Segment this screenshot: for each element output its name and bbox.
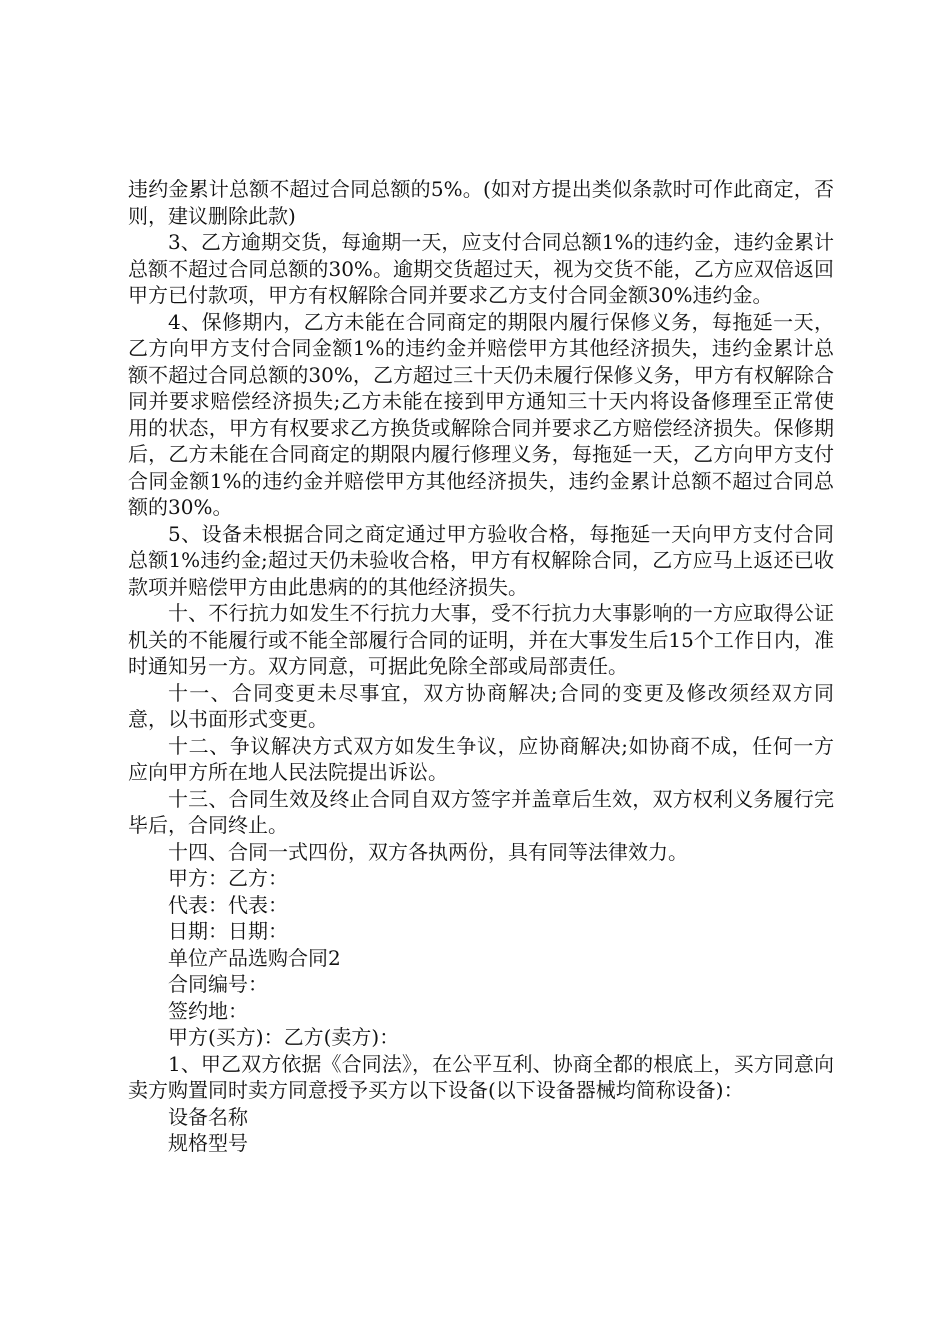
- paragraph-penalty-cap: 违约金累计总额不超过合同总额的5%。(如对方提出类似条款时可作此商定，否则，建议删除此款): [128, 177, 834, 228]
- signature-representatives: 代表：代表：: [168, 892, 288, 917]
- paragraph-force-majeure: 十、不行抗力如发生不行抗力大事，受不行抗力大事影响的一方应取得公证机关的不能履行或不能全部履行合同的证明，并在大事发生后15个工作日内，准时通知另一方。双方同意，可据此免除全部或局部责任。: [128, 601, 834, 678]
- signature-dates: 日期：日期：: [168, 919, 288, 943]
- buyer-seller-label: 甲方(买方)：乙方(卖方)：: [168, 1025, 400, 1049]
- paragraph-warranty-breach: 4、保修期内，乙方未能在合同商定的期限内履行保修义务，每拖延一天，乙方向甲方支付合同金额1%的违约金并赔偿甲方其他经济损失，违约金累计总额不超过合同总额的30%，乙方超过三十天仍未履行保修义务，甲方有权解除合同并要求赔偿经济损失;乙方未能在接到甲方通知三十天内将设备修理至正常使用的状态，甲方有权要求乙方换货或解除合同并要求乙方赔偿经济损失。保修期后，乙方未能在合同商定的期限内履行修理义务，每拖延一天，乙方向甲方支付合同金额1%的违约金并赔偿甲方其他经济损失，违约金累计总额不超过合同总额的30%。: [128, 309, 834, 519]
- paragraph-dispute-resolution: 十二、争议解决方式双方如发生争议，应协商解决;如协商不成，任何一方应向甲方所在地人民法院提出诉讼。: [128, 733, 834, 784]
- paragraph-copies: 十四、合同一式四份，双方各执两份，具有同等法律效力。: [168, 839, 688, 864]
- paragraph-contract-change: 十一、合同变更未尽事宜，双方协商解决;合同的变更及修改须经双方同意，以书面形式变更。: [128, 680, 834, 731]
- spec-model-label: 规格型号: [168, 1131, 248, 1155]
- paragraph-effectiveness: 十三、合同生效及终止合同自双方签字并盖章后生效，双方权利义务履行完毕后，合同终止。: [128, 786, 834, 837]
- signature-parties: 甲方：乙方：: [168, 866, 288, 890]
- contract-2-title: 单位产品选购合同2: [168, 945, 341, 970]
- signing-place-label: 签约地：: [168, 998, 248, 1023]
- contract-number-label: 合同编号：: [168, 972, 268, 996]
- document-body: [128, 176, 834, 1157]
- paragraph-purchase-basis: 1、甲乙双方依据《合同法》，在公平互利、协商全都的根底上，买方同意向卖方购置同时卖方同意授予买方以下设备(以下设备器械均简称设备)：: [128, 1051, 834, 1102]
- equipment-name-label: 设备名称: [168, 1104, 248, 1129]
- paragraph-late-delivery: 3、乙方逾期交货，每逾期一天，应支付合同总额1%的违约金，违约金累计总额不超过合同总额的30%。逾期交货超过天，视为交货不能，乙方应双倍返回甲方已付款项，甲方有权解除合同并要求乙方支付合同金额30%违约金。: [128, 230, 834, 307]
- paragraph-acceptance-failure: 5、设备未根据合同之商定通过甲方验收合格，每拖延一天向甲方支付合同总额1%违约金;超过天仍未验收合格，甲方有权解除合同，乙方应马上返还已收款项并赔偿甲方由此患病的的其他经济损失。: [128, 521, 834, 599]
